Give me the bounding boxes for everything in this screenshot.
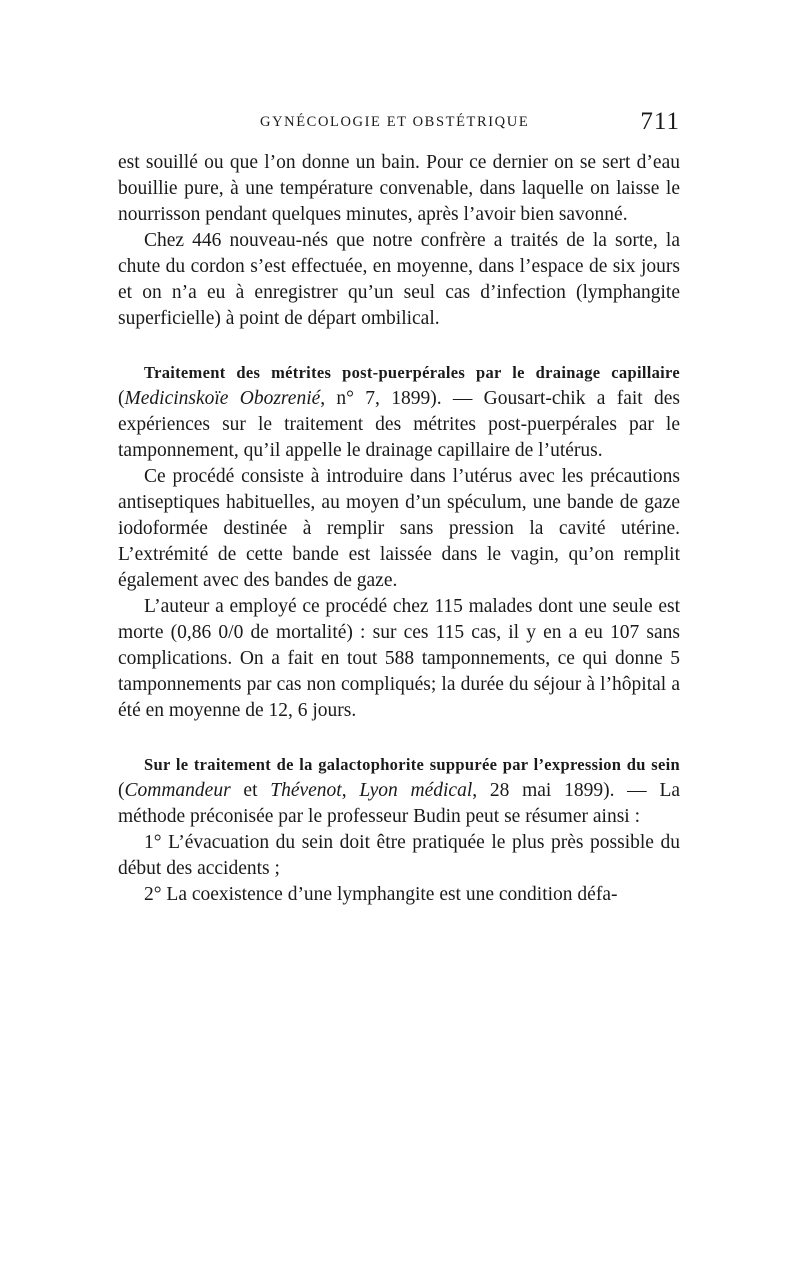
page-header: [118, 108, 680, 138]
ref-and: et: [230, 780, 271, 801]
ref-comma: ,: [341, 780, 360, 801]
ref-details: , n° 7, 1899). —: [320, 388, 484, 409]
list-item: 2° La coexistence d’une lymphangite est une condition défa-: [144, 884, 618, 905]
list-item: 1° L’évacuation du sein doit être pratiquée le plus près possible du début des accidents ;: [118, 832, 680, 879]
article-heading: Sur le traitement de la galactophorite suppurée par l’expression du sein: [144, 755, 680, 774]
page-number: 711: [640, 108, 680, 135]
paragraph-procedure: Ce procédé consiste à introduire dans l’utérus avec les précautions antiseptiques habituelles, au moyen d’un spéculum, une bande de gaze iodoformée destinée à remplir sans pression la cavité utérine. L’extrémité de cette bande est laissée dans le vagin, qu’on remplit également avec des bandes de gaze.: [118, 466, 680, 591]
paragraph-statistics: L’auteur a employé ce procédé chez 115 malades dont une seule est morte (0,86 0/0 de mortalité) : sur ces 115 cas, il y en a eu 107 sans complications. On a fait en tout 588 tamponnements, ce qui donne 5 tamponnements par cas non compliqués; la durée du séjour à l’hôpital a été en moyenne de 12, 6 jours.: [118, 596, 680, 721]
ref-open: (: [118, 780, 125, 801]
ref-details: , 28 mai 1899). —: [472, 780, 660, 801]
book-page: [118, 108, 680, 908]
journal-title: Lyon médical: [359, 780, 473, 801]
author-name: Commandeur: [124, 780, 231, 801]
journal-title: Medicinskoïe Obozrenié: [124, 388, 321, 409]
paragraph-continuation: est souillé ou que l’on donne un bain. Pour ce dernier on se sert d’eau bouillie pure, à une température convenable, dans laquelle on laisse le nourrisson pendant quelques minutes, après l’avoir bien savonné.: [118, 152, 680, 225]
ref-open: (: [118, 388, 125, 409]
article-intro: La méthode préconisée par le professeur Budin peut se résumer ainsi :: [118, 780, 681, 827]
running-title: GYNÉCOLOGIE ET OBSTÉTRIQUE: [260, 114, 530, 130]
author-name: Thévenot: [270, 780, 342, 801]
article-heading: Traitement des métrites post-puerpérales par le drainage capillaire: [144, 363, 680, 382]
article-metrites: [118, 360, 680, 464]
article-intro: Gousart-chik a fait des expériences sur le traitement des métrites post-puerpérales par le tamponnement, qu’il appelle le drainage capillaire de l’utérus.: [118, 388, 680, 461]
article-galactophorite: [118, 752, 680, 830]
paragraph-results: Chez 446 nouveau-nés que notre confrère a traités de la sorte, la chute du cordon s’est effectuée, en moyenne, dans l’espace de six jours et on n’a eu à enregistrer qu’un seul cas d’infection (lymphangite superficielle) à point de départ ombilical.: [118, 230, 680, 329]
